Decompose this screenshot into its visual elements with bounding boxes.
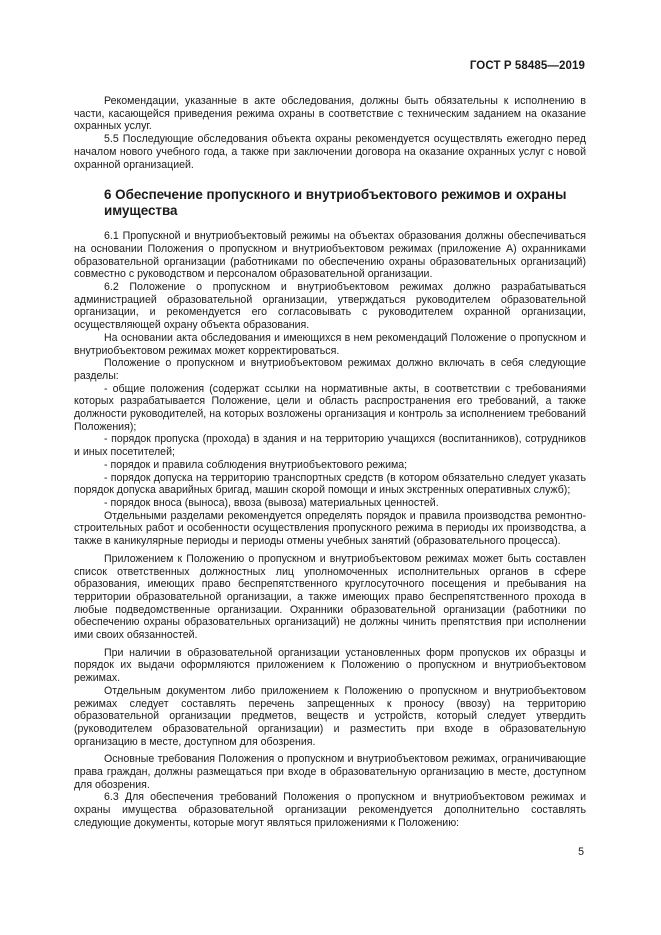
list-item: - порядок допуска на территорию транспортных средств (в котором обязательно следует указать порядок допуска аварийных бригад, машин скорой помощи и иных экстренных оперативных служб); — [74, 471, 586, 497]
paragraph: 6.1 Пропускной и внутриобъектовый режимы на объектах образования должны обеспечиваться на основании Положения о пропускном и внутриобъектовом режимах (приложение А) охранниками образовательной организации (работниками по обеспечению охраны образовательных организаций) совместно с руководством и персоналом образовательной организации. — [74, 230, 586, 281]
list-item: - порядок вноса (выноса), ввоза (вывоза) материальных ценностей. — [104, 496, 439, 509]
paragraph: Основные требования Положения о пропускном и внутриобъектовом режимах, ограничивающие права граждан, должны размещаться при входе в образовательную организацию в месте, доступном для обозрения. — [74, 753, 586, 791]
paragraph: Приложением к Положению о пропускном и внутриобъектовом режимах может быть составлен список ответственных должностных лиц уполномоченных исполнительных органов в сфере образования, имеющих право беспрепятственного круглосуточного посещения и пребывания на территории образовательной организации, а также имеющих право беспрепятственного прохода в любые подведомственные организации. Охранники образовательной организации (работники по обеспечению охраны образовательных организаций) не должны чинить препятствия при исполнении ими своих обязанностей. — [74, 552, 586, 642]
paragraph: При наличии в образовательной организации установленных форм пропусков их образцы и порядок их выдачи оформляются приложением к Положению о пропускном и внутриобъектовом режимах. — [74, 646, 586, 685]
paragraph: Положение о пропускном и внутриобъектовом режимах должно включать в себя следующие разделы: — [74, 357, 586, 382]
paragraph: 6.3 Для обеспечения требований Положения о пропускном и внутриобъектовом режимах и охраны имущества образовательной организации рекомендуется дополнительно составлять следующие документы, которые могут являться приложениями к Положению: — [74, 791, 586, 829]
paragraph: На основании акта обследования и имеющихся в нем рекомендаций Положение о пропускном и внутриобъектовом режимах может корректироваться. — [74, 331, 586, 357]
paragraph: 6.2 Положение о пропускном и внутриобъектовом режимах должно разрабатываться администрацией образовательной организации, утверждаться руководителем образовательной организации, и рекомендуется его согласовывать с руководителем охранной организации, осуществляющей охрану объекта образования. — [74, 281, 586, 332]
page-number: 5 — [578, 846, 584, 858]
paragraph: 5.5 Последующие обследования объекта охраны рекомендуется осуществлять ежегодно перед началом нового учебного года, а также при заключении договора на оказание охранных услуг с новой охранной организацией. — [74, 133, 586, 171]
document-body — [74, 95, 586, 830]
section-title: 6 Обеспечение пропускного и внутриобъектового режимов и охраны имущества — [104, 187, 567, 219]
paragraph: Рекомендации, указанные в акте обследования, должны быть обязательны к исполнению в части, касающейся приведения режима охраны в соответствие с техническим заданием на оказание охранных услуг. — [74, 95, 586, 133]
list-item: - порядок и правила соблюдения внутриобъектового режима; — [104, 458, 408, 471]
list-item: - порядок пропуска (прохода) в здания и на территорию учащихся (воспитанников), сотрудников и иных посетителей; — [74, 433, 586, 459]
paragraph: Отдельным документом либо приложением к Положению о пропускном и внутриобъектовом режимах следует составлять перечень запрещенных к проносу (ввозу) на территорию образовательной организации предметов, веществ и устройств, который следует утвердить (руководителем образовательной организации) и разместить при входе в образовательную организацию в месте, доступном для обозрения. — [74, 684, 586, 748]
paragraph: Отдельными разделами рекомендуется определять порядок и правила производства ремонтно-строительных работ и особенности осуществления пропускного режима в периоды их производства, а также в каникулярные периоды и периоды отмены учебных занятий (образовательного процесса). — [74, 509, 586, 548]
list-item: - общие положения (содержат ссылки на нормативные акты, в соответствии с требованиями которых разрабатывается Положение, цели и область распространения его требований, а также должности руководителей, на которых возложены организация и контроль за исполнением требований Положения); — [74, 382, 586, 433]
standard-code: ГОСТ Р 58485—2019 — [469, 60, 585, 72]
